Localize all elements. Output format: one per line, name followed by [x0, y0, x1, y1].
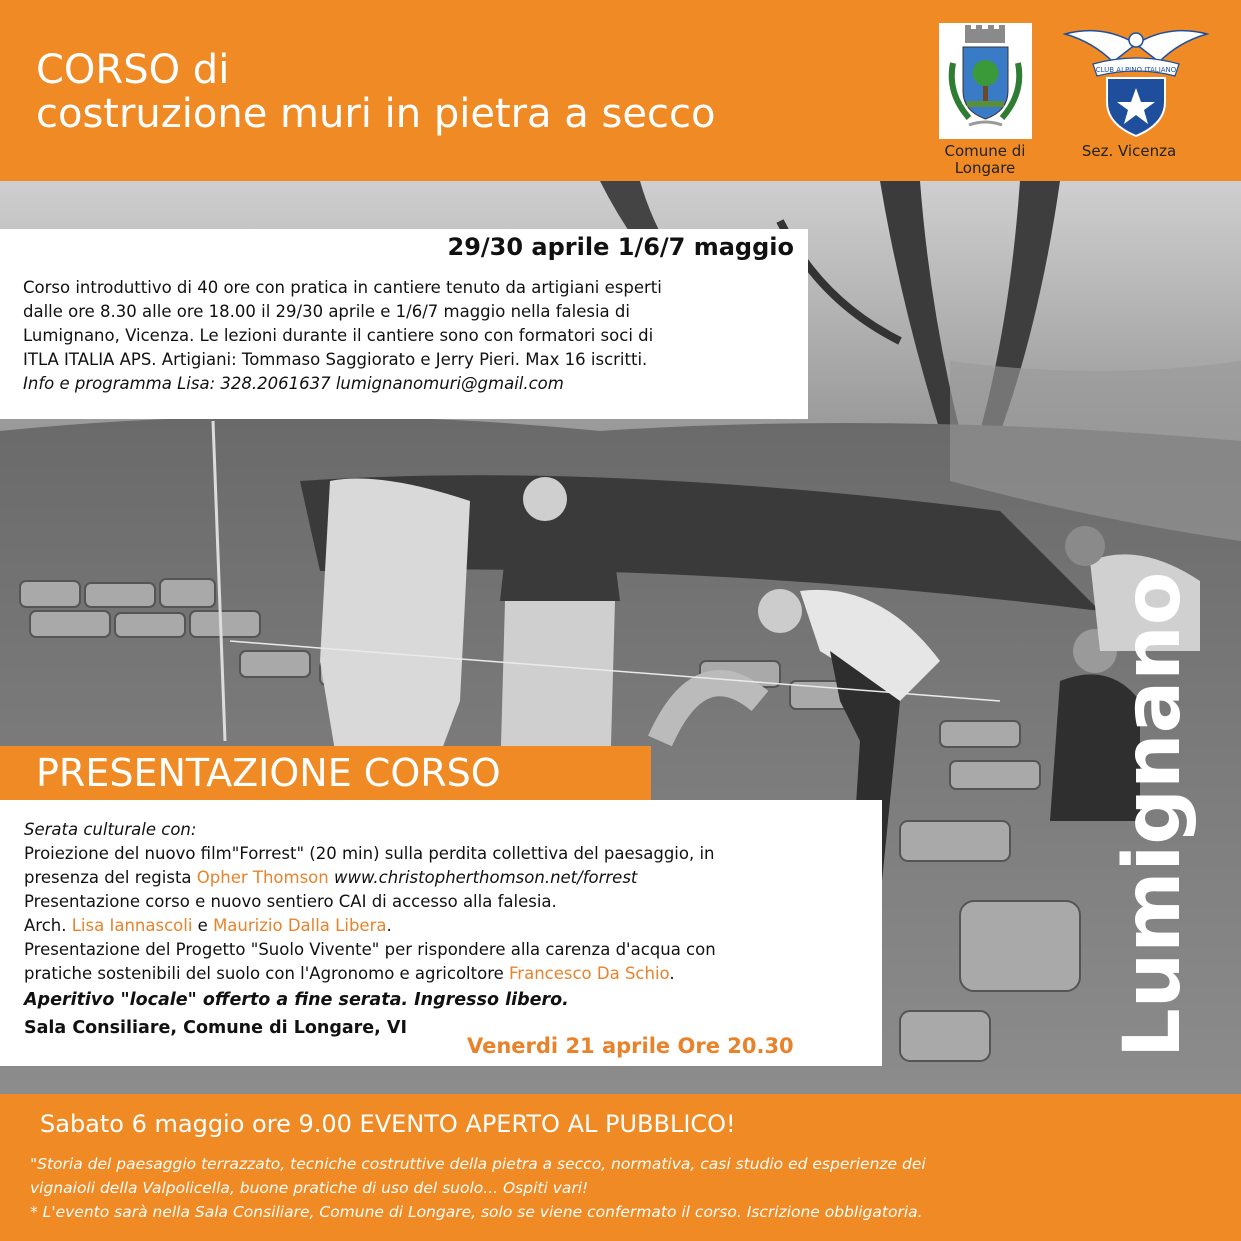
project-end: .	[669, 964, 675, 983]
arch-prefix: Arch.	[24, 916, 72, 935]
course-line-1: Corso introduttivo di 40 ore con pratica in cantiere tenuto da artigiani esperti	[23, 278, 662, 297]
course-info-box	[0, 229, 808, 419]
course-line-4: ITLA ITALIA APS. Artigiani: Tommaso Saggiorato e Jerry Pieri. Max 16 iscritti.	[23, 350, 648, 369]
aperitivo-note: Aperitivo "locale" offerto a fine serata. Ingresso libero.	[24, 990, 569, 1010]
eagle-wing-left-icon	[1065, 31, 1136, 62]
course-line-2: dalle ore 8.30 alle ore 18.00 il 29/30 aprile e 1/6/7 maggio nella falesia di	[23, 302, 630, 321]
event-note-3: * L'evento sarà nella Sala Consiliare, Comune di Longare, solo se viene confermato il corso. Iscrizione obbligatoria.	[30, 1203, 923, 1221]
arch-end: .	[386, 916, 392, 935]
event-note-1: "Storia del paesaggio terrazzato, tecniche costruttive della pietra a secco, normativa, casi studio ed esperienze dei	[30, 1155, 926, 1173]
arch-and: e	[192, 916, 214, 935]
event-note-2: vignaioli della Valpolicella, buone pratiche di uso del suolo... Ospiti vari!	[30, 1179, 589, 1197]
course-contact: Info e programma Lisa: 328.2061637 lumignanomuri@gmail.com	[23, 374, 564, 393]
film-line-1: Proiezione del nuovo film"Forrest" (20 min) sulla perdita collettiva del paesaggio, in	[24, 844, 715, 863]
director-name: Opher Thomson	[196, 868, 329, 887]
course-description	[23, 276, 662, 396]
header-band	[0, 0, 1241, 181]
presentation-intro: Serata culturale con:	[24, 820, 197, 839]
film-line-2	[24, 866, 716, 890]
architects-line	[24, 914, 716, 938]
presentation-heading-band	[0, 746, 651, 800]
emblem-caption-line2: Longare	[954, 159, 1016, 177]
course-line-3: Lumignano, Vicenza. Le lezioni durante il cantiere sono con formatori soci di	[23, 326, 654, 345]
venue: Sala Consiliare, Comune di Longare, VI	[24, 1018, 407, 1038]
trail-line: Presentazione corso e nuovo sentiero CAI di accesso alla falesia.	[24, 892, 557, 911]
emblem-caption-line1: Comune di	[944, 142, 1026, 160]
project-line-1: Presentazione del Progetto "Suolo Vivente" per rispondere alla carenza d'acqua con	[24, 940, 716, 959]
cai-banner-text: CLUB ALPINO ITALIANO	[1095, 66, 1177, 74]
cai-logo	[1063, 22, 1209, 142]
agronomist-name: Francesco Da Schio	[509, 964, 670, 983]
project-line-2-prefix: pratiche sostenibili del suolo con l'Agronomo e agricoltore	[24, 964, 510, 983]
event-headline: Sabato 6 maggio ore 9.00 EVENTO APERTO AL PUBBLICO!	[40, 1110, 736, 1138]
presentation-description	[24, 818, 716, 986]
event-notes	[30, 1152, 926, 1224]
presentation-datetime: Venerdi 21 aprile Ore 20.30	[467, 1034, 794, 1058]
title-line-1: CORSO di	[36, 47, 230, 93]
emblem-caption	[925, 143, 1045, 177]
cai-caption: Sez. Vicenza	[1081, 142, 1177, 160]
film-website[interactable]: www.christopherthomson.net/forrest	[333, 868, 638, 887]
lumignano-vertical-label: Lumignano	[1108, 571, 1198, 1058]
coat-of-arms-icon	[939, 23, 1032, 139]
eagle-wing-right-icon	[1136, 31, 1207, 62]
title-line-2: costruzione muri in pietra a secco	[36, 91, 716, 137]
longare-coat-of-arms	[939, 23, 1032, 139]
presentation-box	[0, 800, 882, 1066]
architect-1: Lisa Iannascoli	[71, 916, 193, 935]
architect-2: Maurizio Dalla Libera	[213, 916, 387, 935]
presentation-heading: PRESENTAZIONE CORSO	[36, 751, 501, 795]
course-dates: 29/30 aprile 1/6/7 maggio	[447, 233, 794, 261]
page-title	[36, 48, 715, 136]
project-line-2	[24, 962, 716, 986]
footer-band	[0, 1094, 1241, 1241]
film-line-2-prefix: presenza del regista	[24, 868, 197, 887]
